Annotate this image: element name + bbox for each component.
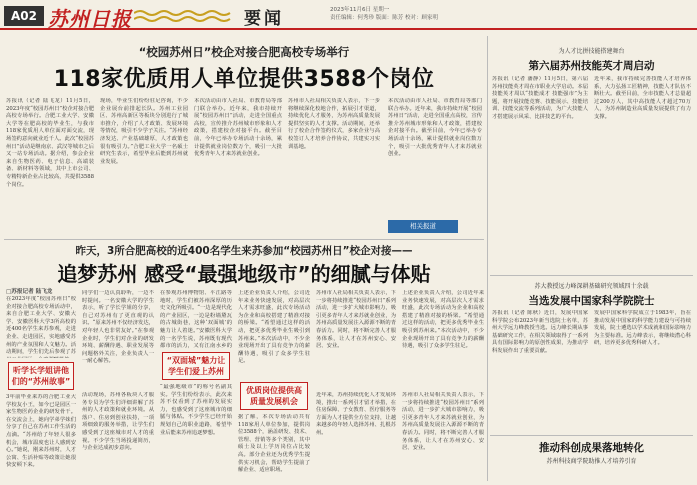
right-headline-3: 推动科创成果落地转化	[539, 442, 644, 454]
story2-col4-text: 上述企业负责人介绍，公司近年来业务快速发展，对高层次人才需求旺盛，此次专场活动为企业和高校搭建了精准对接的桥梁。“希望通过这样的活动，把更多优秀毕业生吸引到苏州来。”本次活动中，不少企业现场开出了具有竞争力的薪酬待遇，吸引了众多学生驻足。	[238, 290, 310, 365]
header-info	[330, 6, 470, 22]
newspaper-logo: 苏州日报	[48, 7, 132, 31]
right-divider-1	[490, 275, 693, 276]
right-headline-1: 第六届苏州技能英才周启动	[528, 60, 655, 72]
section-title: 要闻	[244, 9, 284, 29]
related-reports-button[interactable]: 相关报道	[388, 220, 458, 233]
story2-subhead-a: 听学长学姐讲他们的“苏州故事”	[8, 362, 74, 390]
story2-col4b-text: 据了解，本次专场活动共有118家用人单位参加，提供岗位3588个，涵盖研发、技术、管理、营销等多个类别，其中硕士及以上学历岗位占比较高。部分企业还为优秀学生提供实习机会，帮助学生提前了解企业、适应职场。	[238, 414, 310, 474]
story1-body-mid2: 本次活动由市人社局、市教育局等部门联合举办。近年来，我市持续开展“校园苏州日”活动，走进全国重点高校，宣传推介苏州城市形象和人才政策，搭建校企对接平台。截至目前，今年已举办专场活动十余场，累计提供就业岗位数万个，吸引一大批优秀青年人才来苏就业创业。	[194, 98, 282, 158]
story1-body-left: 苏报讯（记者 陆飞龙）11月5日，2023年度“校园苏州日”校企对接合肥高校专场举行。合肥工业大学、安徽大学等在肥高校的毕业生，与我市118家优质用人单位面对面交流，现场签约意向就业近千人。此次“校园苏州日”活动是继南京、武汉等城市之后又一站专场活动。据介绍，参会企业来自生物医药、电子信息、高端装备、新材料等领域，其中上市公司、专精特新企业占比较高，共提供3588个岗位。	[6, 98, 94, 188]
story2-headline: 追梦苏州 感受“最强地级市”的细腻与体贴	[57, 262, 431, 286]
story2-col3-text: 在参观苏州博物馆、平江路等地时，学生们被苏州深厚的历史文化所吸引。“一边是现代化的产业园区，一边是粉墙黛瓦的古城街巷，这种‘双面城’的魅力让人着迷。”安徽医科大学的一名学生说，苏州既有现代都市的活力，又有江南水乡的	[160, 290, 232, 350]
right-body-1b: 近年来，我市持续完善技能人才培养体系，大力弘扬工匠精神，技能人才队伍不断壮大。截至目前，全市技能人才总量超过200万人，其中高技能人才超过70万人，为苏州制造业高质量发展提供了有力支撑。	[594, 76, 691, 120]
column-divider	[487, 36, 488, 481]
story1-body-mid: 现场，毕业生们纷纷驻足咨询，不少企业展台前排起长队。苏州工业园区、苏州高新区等板块分别进行了城市推介，介绍了人才政策、发展环境等情况，吸引不少学子关注。“苏州经济发达、产业基础雄厚，人才政策也很有吸引力。”合肥工业大学一名硕士研究生表示，希望毕业后能到苏州就业发展。	[100, 98, 188, 165]
story2-kicker: 昨天，3所合肥高校的近400名学生来苏参加“校园苏州日”校企对接——	[75, 245, 413, 257]
story2-col5b-text: 近年来，苏州持续优化人才发展环境，推出一系列引才留才举措，在住房保障、子女教育、医疗服务等方面为人才提供全方位支持，让越来越多的年轻人选择苏州、扎根苏州。	[316, 392, 396, 436]
story2-col2b-text: 活动现场，苏州各板块人才服务专员为学生们详细讲解了苏州的人才政策和就业环境。从落户、住房到创业扶持，一项项细致的服务举措，让学生们感受到了这座城市对人才的重视。不少学生当场投递简历，与企业达成初步意向。	[82, 392, 154, 452]
story2-col6b-text: 苏州市人社局相关负责人表示，下一步将持续推进“校园苏州日”系列活动，进一步扩大城市影响力，吸引更多青年人才来苏就业创业，为苏州高质量发展注入源源不断的青春活力。同时，将不断完善人才服务体系，让人才在苏州安心、安居、安业。	[402, 392, 484, 452]
right-kicker-1: 为人才比拼技能搭建舞台	[558, 48, 625, 55]
story2-subhead-c: 优质岗位提供高质量发展机会	[240, 382, 308, 410]
right-kicker-3: 苏州科技商学院助推人才培养引育	[546, 458, 637, 465]
editors-line: 责任编辑：何秀珍 版面：陈芳 校对：顾家明	[330, 15, 438, 21]
right-headline-2: 当选发展中国家科学院院士	[528, 295, 655, 307]
date-line: 2023年11月6日 星期一	[330, 7, 390, 13]
story2-col5-text: 苏州市人社局相关负责人表示，下一步将持续推进“校园苏州日”系列活动，进一步扩大城市影响力，吸引更多青年人才来苏就业创业，为苏州高质量发展注入源源不断的青春活力。同时，将不断完善人才服务体系，让人才在苏州安心、安居、安业。	[316, 290, 396, 350]
right-body-2b: 发展中国家科学院成立于1983年，旨在推动发展中国家的科学能力建设与可持续发展，院士遴选以学术成就和国际影响力为主要标准。远力峰表示，将继续潜心科研，培养更多优秀科研人才。	[594, 310, 691, 347]
story1-body-right: 苏州市人社局相关负责人表示，下一步将继续深化校地合作，拓展引才渠道，持续优化人才服务，为苏州高质量发展提供坚实的人才支撑。活动期间，还举行了校企合作签约仪式，多家企业与高校签订人才培养合作协议，共建实习实训基地。	[288, 98, 380, 150]
right-kicker-2: 苏大教授远力峰深耕基础研究领域四十余载	[534, 283, 649, 290]
wave-ornament-icon	[134, 8, 234, 22]
story2-subhead-b: “双面城”魅力让学生们爱上苏州	[162, 352, 230, 380]
story-divider	[4, 239, 484, 240]
page-number: A02	[4, 6, 44, 26]
story2-col2-text: 同学们一边认真聆听，一边不时提问。一名安徽大学的学生表示，听了学长学姐的分享，自己对苏州有了更直观的认识。“原来苏州不仅经济发达，对年轻人也非常友好。”在参观企业时，学生们对企业的研发环境、薪酬待遇、职业发展等问题格外关注，企业负责人一一耐心解答。	[82, 290, 154, 365]
story1-kicker: “校园苏州日”校企对接合肥高校专场举行	[138, 45, 350, 59]
right-divider-2	[490, 435, 693, 436]
masthead	[0, 0, 697, 30]
right-body-1a: 苏报讯（记者 潘静）11月5日，第六届苏州技能英才周在市职业大学启动。本届技能英才周以“技能成才 技能强市”为主题，将开展技能竞赛、技能展示、技能培训、技能交流等系列活动，为广大技能人才搭建展示风采、比拼技艺的平台。	[492, 76, 588, 120]
story2-col3b-text: “最强地级市”的称号名副其实。学生们纷纷表示，此次来苏不仅看到了苏州的发展实力，也感受到了这座城市的细腻与体贴。不少学生已经开始规划自己的职业道路，希望毕业后能来苏州追逐梦想。	[160, 384, 232, 436]
story1-headline: 118家优质用人单位提供3588个岗位	[53, 67, 435, 92]
story2-col1-text: 在2023年度“校园苏州日”校企对接合肥高校专场活动中，来自合肥工业大学、安徽大学、安徽医科大学3所高校的近400名学生来苏参观，走进企业、走进园区，实地感受苏州的产业氛围和人文魅力。活动期间，学生们先后参观了苏	[6, 296, 76, 356]
story1-body-right2: 本次活动由市人社局、市教育局等部门联合举办。近年来，我市持续开展“校园苏州日”活动，走进全国重点高校，宣传推介苏州城市形象和人才政策，搭建校企对接平台。截至目前，今年已举办专场活动十余场，累计提供就业岗位数万个，吸引一大批优秀青年人才来苏就业创业。	[388, 98, 482, 158]
right-body-2a: 苏报讯（记者 陈秋）近日，发展中国家科学院公布2023年新当选院士名单，苏州大学远力峰教授当选。远力峰长期从事基础研究工作，在相关领域取得了一系列具有国际影响力的原创性成果，为推动学科发展作出了重要贡献。	[492, 310, 588, 354]
story2-byline: □苏报记者 陆飞龙	[6, 289, 53, 295]
story2-col6-text: 上述企业负责人介绍，公司近年来业务快速发展，对高层次人才需求旺盛，此次专场活动为企业和高校搭建了精准对接的桥梁。“希望通过这样的活动，把更多优秀毕业生吸引到苏州来。”本次活动中，不少企业现场开出了具有竞争力的薪酬待遇，吸引了众多学生驻足。	[402, 290, 484, 350]
story2-col1b-text: 3年前毕业来苏的合肥工业大学校友小王，如今已是园区一家生物医药企业的研发骨干。在交流会上，她向学弟学妹们分享了自己在苏州工作生活的点滴。“苏州给了年轻人很多机会，城市温度也让人感到安心。”她说，刚来苏州时，人才公寓、生活补贴等政策让她很快安顿下来。	[6, 394, 76, 469]
